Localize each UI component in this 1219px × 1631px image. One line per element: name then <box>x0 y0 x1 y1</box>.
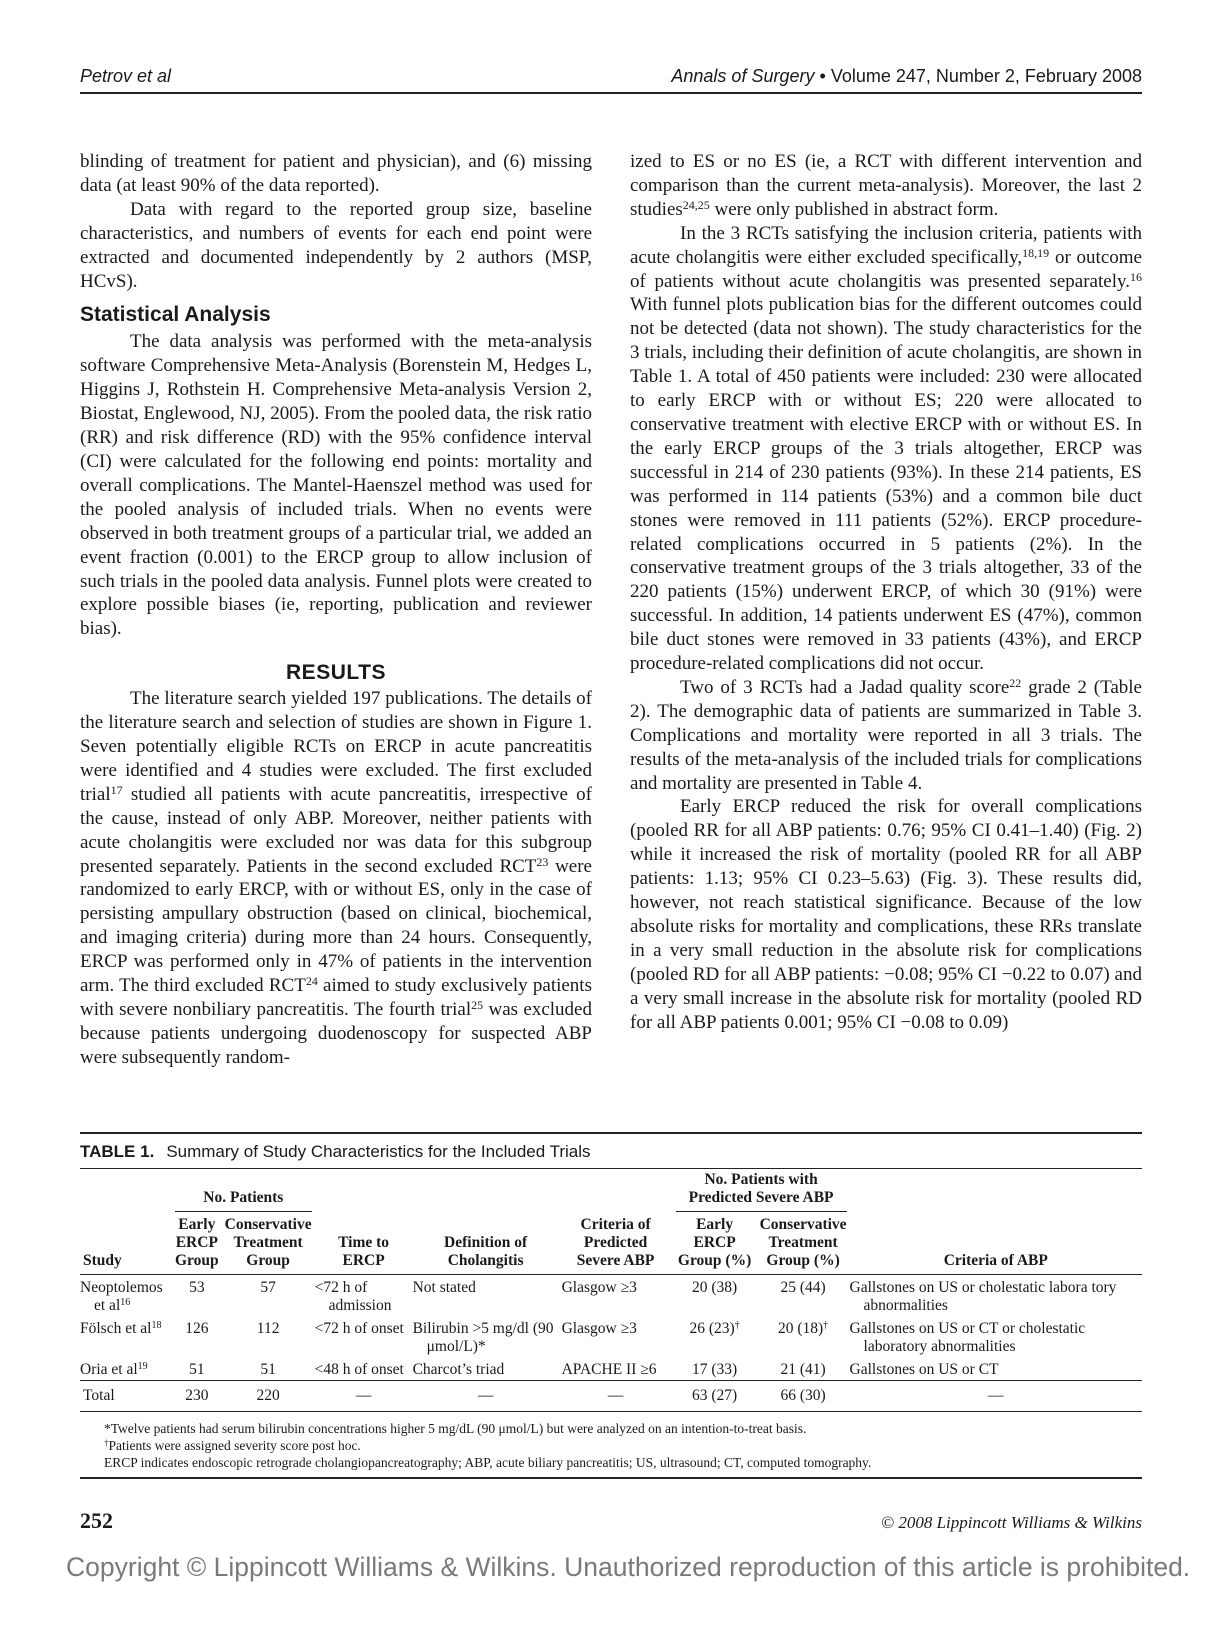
table-caption <box>80 1134 1142 1168</box>
cell-early-severe: 17 (33) <box>691 1361 738 1378</box>
cell-early: 51 <box>189 1361 205 1378</box>
reference-superscript: 24,25 <box>682 197 710 212</box>
cell-cons: 57 <box>260 1279 276 1296</box>
left-column <box>80 150 592 1070</box>
cell-definition: Not stated <box>412 1279 476 1296</box>
cell-early: 230 <box>172 1381 222 1412</box>
table-footnotes <box>80 1412 1142 1479</box>
table-header-row <box>80 1169 1142 1215</box>
table-row-total <box>80 1381 1142 1412</box>
cell-criteria: APACHE II ≥6 <box>561 1361 657 1378</box>
header-cons-pct: Conservative Treatment Group (%) <box>757 1214 850 1275</box>
cell-study: Neoptolemos et $al^{16}$ <box>80 1279 163 1314</box>
table-label: TABLE 1. <box>80 1142 155 1161</box>
table-row <box>80 1357 1142 1381</box>
cell-early-severe: 20 (38) <box>691 1279 738 1296</box>
cell-abp: — <box>850 1381 1142 1412</box>
citation-bullet: • <box>819 66 826 86</box>
cell-criteria: — <box>559 1381 673 1412</box>
group-header-no-patients: No. Patients <box>175 1189 312 1212</box>
table-row <box>80 1316 1142 1357</box>
cell-cons: 112 <box>256 1320 280 1337</box>
cell-cons-severe: 21 (41) <box>780 1361 826 1378</box>
journal-citation <box>671 66 1142 87</box>
page-number: 252 <box>80 1508 113 1533</box>
header-early-pct: Early ERCP Group (%) <box>673 1214 757 1275</box>
paragraph: In the 3 RCTs satisfying the inclusion criteria, patients with acute cholangitis were either excluded specifically,$^{18,19}$ or outcome of patients without acute cholangitis was presented separately.$^{16}$ With funnel plots publication bias for the different outcomes could not be detected (data not shown). The study characteristics for the 3 trials, including their definition of acute cholangitis, are shown in Table 1. A total of 450 patients were included: 230 were allocated to early ERCP with or without ES; 220 were allocated to conservative treatment with elective ERCP with or without ES. In the early ERCP groups of the 3 trials altogether, ERCP was successful in 214 of 230 patients (93%). In these 214 patients, ES was performed in 114 patients (53%) and a common bile duct stones were removed in 111 patients (52%). ERCP procedure-related complications occurred in 5 patients (2%). In the conservative treatment groups of the 3 trials altogether, 33 of the 220 patients (15%) underwent ERCP, of which 30 (91%) were successful. In addition, 14 patients underwent ES (47%), common bile duct stones were removed in 33 patients (43%), and ERCP procedure-related complications did not occur. <box>630 222 1142 675</box>
cell-cons: 51 <box>260 1361 276 1378</box>
table-header-row <box>80 1214 1142 1275</box>
table-body <box>80 1168 1142 1412</box>
paragraph: The data analysis was performed with the meta-analysis software Comprehensive Meta-Analysis (Borenstein M, Hedges L, Higgins J, Rothstein H. Comprehensive Meta-analysis Version 2, Biostat, Englewood, NJ, 2005). From the pooled data, the risk ratio (RR) and risk difference (RD) with the 95% confidence interval (CI) were calculated for the following end points: mortality and overall complications. The Mantel-Haenszel method was used for the pooled analysis of included trials. When no events were observed in both treatment groups of a particular trial, we added an event fraction (0.001) to the ERCP group to allow inclusion of such trials in the pooled data analysis. Funnel plots were created to explore possible biases (ie, reporting, publication and reviewer bias). <box>80 331 592 640</box>
header-rule <box>80 92 1142 94</box>
cell-study: Total <box>80 1381 172 1412</box>
cell-abp: Gallstones on US or cholestatic labora tory abnormalities <box>849 1279 1117 1314</box>
header-early-ercp: Early ERCP Group <box>172 1214 222 1275</box>
cell-definition: Charcot’s triad <box>412 1361 505 1378</box>
reference-superscript: 22 <box>1009 675 1022 690</box>
footnote-dagger: †Patients were assigned severity score post hoc. <box>104 1438 361 1453</box>
paragraph: Data with regard to the reported group size, baseline characteristics, and numbers of events for each end point were extracted and documented independently by 2 authors (MSP, HCvS). <box>80 198 592 292</box>
cell-criteria: Glasgow ≥3 <box>561 1320 637 1337</box>
header-criteria-severe: Criteria of Predicted Severe ABP <box>559 1214 673 1275</box>
footnote-abbreviations: ERCP indicates endoscopic retrograde cholangiopancreatography; ABP, acute biliary pancreatitis; US, ultrasound; CT, computed tomography. <box>104 1455 872 1470</box>
cell-definition: Bilirubin >5 mg/dl (90 μmol/L)* <box>412 1320 554 1355</box>
copyright-watermark: Copyright © Lippincott Williams & Wilkins. Unauthorized reproduction of this article is prohibited. <box>66 1552 1191 1582</box>
cell-cons-severe: 66 (30) <box>757 1381 850 1412</box>
cell-cons-severe: 20 (18)† <box>777 1320 829 1337</box>
cell-criteria: Glasgow ≥3 <box>561 1279 637 1296</box>
cell-time: <48 h of onset <box>314 1361 404 1378</box>
cell-time: <72 h of onset <box>314 1320 404 1337</box>
journal-volume: Volume 247, Number 2, February 2008 <box>830 66 1142 86</box>
header-time: Time to ERCP <box>315 1214 413 1275</box>
header-criteria-abp: Criteria of ABP <box>850 1214 1142 1275</box>
cell-early-severe: 63 (27) <box>673 1381 757 1412</box>
section-heading-results: RESULTS <box>286 661 386 685</box>
paragraph: Early ERCP reduced the risk for overall complications (pooled RR for all ABP patients: 0.76; 95% CI 0.41–1.40) (Fig. 2) while it increased the risk of mortality (pooled RR for all ABP patients: 1.13; 95% CI 0.23–5.63) (Fig. 3). These results did, however, not reach statistical significance. Because of the low absolute risks for mortality and complications, these RRs translate in a very small reduction in the absolute risk for complications (pooled RD for all ABP patients: −0.08; 95% CI −0.22 to 0.07) and a very small increase in the absolute risk for mortality (pooled RD for all ABP patients 0.001; 95% CI −0.08 to 0.09) <box>630 796 1142 1033</box>
reference-superscript: 23 <box>536 854 549 869</box>
cell-early: 53 <box>189 1279 205 1296</box>
cell-early-severe: 26 (23)† <box>689 1320 740 1337</box>
header-study: Study <box>80 1214 172 1275</box>
cell-time: <72 h of admission <box>314 1279 392 1314</box>
cell-time: — <box>315 1381 413 1412</box>
reference-superscript: 18,19 <box>1022 245 1050 260</box>
reference-superscript: 16 <box>1130 269 1142 284</box>
cell-study: Fölsch et $al^{18}$ <box>80 1320 162 1337</box>
reference-superscript: 24 <box>305 974 318 989</box>
section-heading-statistical-analysis: Statistical Analysis <box>80 303 271 327</box>
paragraph: The literature search yielded 197 publications. The details of the literature search and selection of studies are shown in Figure 1. Seven potentially eligible RCTs on ERCP in acute pancreatitis were identified and 4 studies were excluded. The first excluded trial$^{17}$ studied all patients with acute pancreatitis, irrespective of the cause, instead of only ABP. Moreover, neither patients with acute cholangitis were excluded nor was data for this subgroup presented separately. Patients in the second excluded RCT$^{23}$ were randomized to early ERCP, with or without ES, only in the case of persisting ampullary obstruction (based on clinical, biochemical, and imaging criteria) during more than 24 hours. Consequently, ERCP was performed only in 47% of patients in the intervention arm. The third excluded RCT$^{24}$ aimed to study exclusively patients with severe nonbiliary pancreatitis. The fourth trial$^{25}$ was excluded because patients undergoing duodenoscopy for suspected ABP were subsequently random- <box>80 688 592 1068</box>
cell-abp: Gallstones on US or CT or cholestatic laboratory abnormalities <box>849 1320 1086 1355</box>
table-title: Summary of Study Characteristics for the Included Trials <box>166 1142 591 1161</box>
author-running-head: Petrov et al <box>80 66 172 86</box>
paragraph: ized to ES or no ES (ie, a RCT with different intervention and comparison than the current meta-analysis). Moreover, the last 2 studies$^{24,25}$ were only published in abstract form. <box>630 151 1142 220</box>
cell-cons-severe: 25 (44) <box>780 1279 826 1296</box>
cell-early: 126 <box>185 1320 209 1337</box>
running-head <box>80 66 1142 94</box>
cell-cons: 220 <box>222 1381 315 1412</box>
table-row <box>80 1275 1142 1317</box>
table-1 <box>80 1132 1142 1479</box>
reference-superscript: 17 <box>110 782 123 797</box>
group-header-predicted-severe: No. Patients with Predicted Severe ABP <box>676 1171 847 1212</box>
header-conservative: Conservative Treatment Group <box>222 1214 315 1275</box>
cell-study: Oria et $al^{19}$ <box>80 1361 148 1378</box>
footnote-star: *Twelve patients had serum bilirubin concentrations higher 5 mg/dL (90 μmol/L) but were analyzed on an intention-to-treat basis. <box>104 1421 807 1436</box>
cell-abp: Gallstones on US or CT <box>849 1361 999 1378</box>
cell-definition: — <box>413 1381 559 1412</box>
reference-superscript: 25 <box>471 998 484 1012</box>
journal-name: Annals of Surgery <box>671 66 815 86</box>
paragraph: blinding of treatment for patient and physician), and (6) missing data (at least 90% of the data reported). <box>80 151 592 196</box>
paragraph: Two of 3 RCTs had a Jadad quality score$^{22}$ grade 2 (Table 2). The demographic data of patients are summarized in Table 3. Complications and mortality were reported in all 3 trials. The results of the meta-analysis of the included trials for complications and mortality are presented in Table 4. <box>630 675 1142 794</box>
header-definition: Definition of Cholangitis <box>413 1214 559 1275</box>
right-column <box>630 150 1142 1035</box>
publisher-copyright: © 2008 Lippincott Williams & Wilkins <box>881 1513 1142 1532</box>
